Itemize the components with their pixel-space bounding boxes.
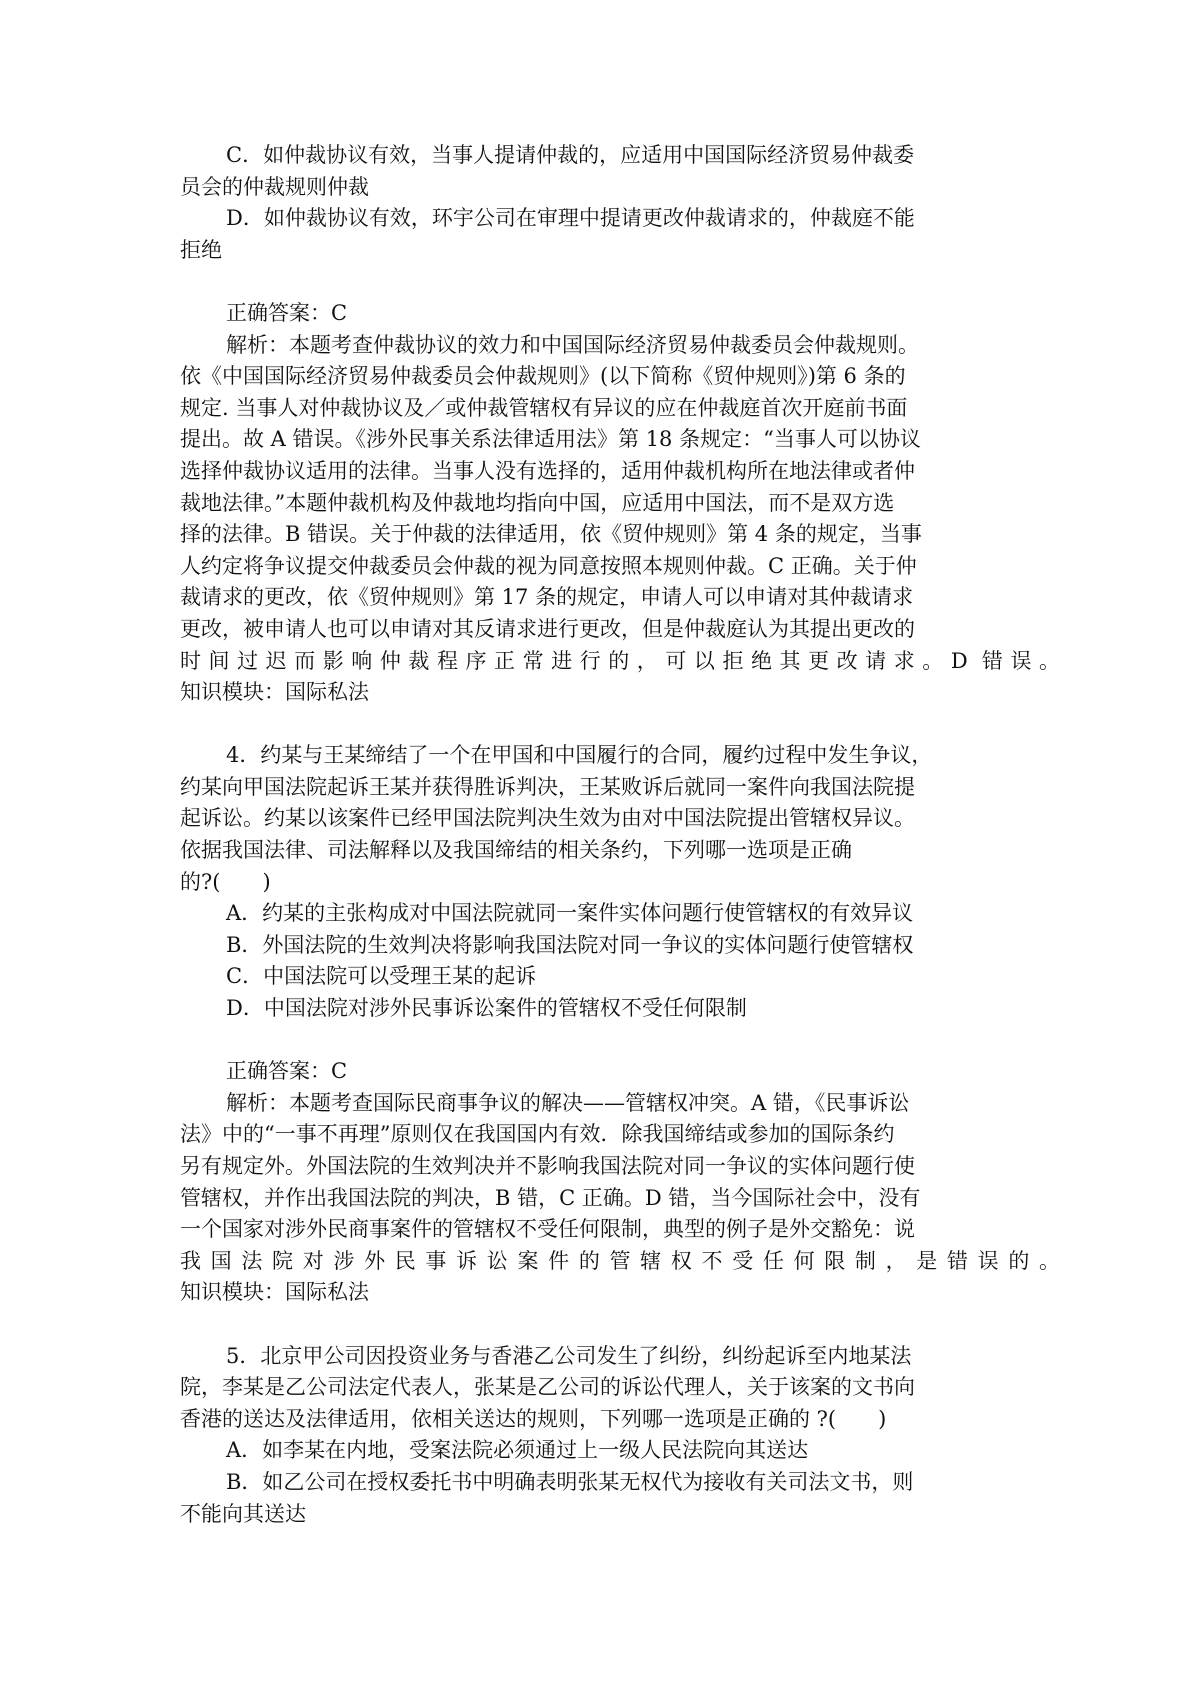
q3-analysis bbox=[180, 330, 1060, 709]
q4-analysis-line: 解析：本题考查国际民商事争议的解决——管辖权冲突。A 错，《民事诉讼 bbox=[226, 1090, 910, 1115]
q5-stem-line: 院，李某是乙公司法定代表人，张某是乙公司的诉讼代理人，关于该案的文书向 bbox=[180, 1375, 915, 1400]
q3-analysis-line: 依《中国国际经济贸易仲裁委员会仲裁规则》(以下简称《贸仲规则》)第 6 条的 bbox=[180, 364, 906, 389]
q4-analysis-line: 我国法院对涉外民事诉讼案件的管辖权不受任何限制，是错误的。 bbox=[180, 1248, 1060, 1273]
q4-analysis-line: 另有规定外。外国法院的生效判决并不影响我国法院对同一争议的实体问题行使 bbox=[180, 1154, 915, 1178]
q3-analysis-line: 提出。故 A 错误。《涉外民事关系法律适用法》第 18 条规定：“当事人可以协议 bbox=[180, 427, 921, 452]
q3-analysis-line: 人约定将争议提交仲裁委员会仲裁的视为同意按照本规则仲裁。C 正确。关于仲 bbox=[180, 553, 917, 578]
spacer bbox=[180, 709, 1060, 741]
q4-stem-line: 的?( ) bbox=[180, 869, 271, 894]
spacer bbox=[180, 1025, 1060, 1057]
q5-options bbox=[180, 1435, 1060, 1530]
q4-knowledge-module: 知识模块：国际私法 bbox=[180, 1280, 369, 1305]
q3-option-c-line-2: 员会的仲裁规则仲裁 bbox=[180, 174, 369, 199]
q5-stem bbox=[180, 1341, 1060, 1436]
q3-analysis-line: 裁地法律。”本题仲裁机构及仲裁地均指向中国，应适用中国法，而不是双方选 bbox=[180, 490, 895, 515]
q5-option-b-line-2: 不能向其送达 bbox=[180, 1501, 306, 1526]
q3-analysis-line: 择的法律。B 错误。关于仲裁的法律适用，依《贸仲规则》第 4 条的规定，当事 bbox=[180, 522, 922, 547]
q3-options bbox=[180, 140, 1060, 266]
q5-option-b-line-1: B．如乙公司在授权委托书中明确表明张某无权代为接收有关司法文书，则 bbox=[226, 1469, 914, 1494]
spacer bbox=[180, 1309, 1060, 1341]
q3-answer: 正确答案：C bbox=[226, 300, 348, 325]
q3-knowledge-module: 知识模块：国际私法 bbox=[180, 680, 369, 705]
q4-stem-line: 依据我国法律、司法解释以及我国缔结的相关条约，下列哪一选项是正确 bbox=[180, 838, 852, 863]
q5-stem-line: 香港的送达及法律适用，依相关送达的规则，下列哪一选项是正确的 ?( ) bbox=[180, 1406, 887, 1431]
q3-analysis-line: 选择仲裁协议适用的法律。当事人没有选择的，适用仲裁机构所在地法律或者仲 bbox=[180, 458, 915, 483]
q4-analysis-line: 管辖权，并作出我国法院的判决，B 错，C 正确。D 错，当今国际社会中，没有 bbox=[180, 1185, 921, 1210]
q4-option-c: C．中国法院可以受理王某的起诉 bbox=[226, 964, 537, 989]
q4-option-d: D．中国法院对涉外民事诉讼案件的管辖权不受任何限制 bbox=[226, 996, 747, 1021]
document-page bbox=[180, 140, 1060, 1530]
q4-stem-line: 约某向甲国法院起诉王某并获得胜诉判决，王某败诉后就同一案件向我国法院提 bbox=[180, 774, 915, 799]
q5-option-a: A．如李某在内地，受案法院必须通过上一级人民法院向其送达 bbox=[226, 1438, 809, 1463]
q4-analysis bbox=[180, 1088, 1060, 1309]
q4-answer: 正确答案：C bbox=[226, 1059, 348, 1084]
q3-analysis-line: 解析：本题考查仲裁协议的效力和中国国际经济贸易仲裁委员会仲裁规则。 bbox=[226, 332, 919, 357]
q4-analysis-line: 法》中的“一事不再理”原则仅在我国国内有效．除我国缔结或参加的国际条约 bbox=[180, 1122, 895, 1147]
q3-option-d-line-1: D．如仲裁协议有效，环宇公司在审理中提请更改仲裁请求的，仲裁庭不能 bbox=[226, 206, 915, 231]
spacer bbox=[180, 266, 1060, 298]
q3-analysis-line: 时间过迟而影响仲裁程序正常进行的，可以拒绝其更改请求。D 错误。 bbox=[180, 648, 1060, 673]
q3-analysis-line: 更改，被申请人也可以申请对其反请求进行更改，但是仲裁庭认为其提出更改的 bbox=[180, 616, 915, 641]
q4-analysis-line: 一个国家对涉外民商事案件的管辖权不受任何限制，典型的例子是外交豁免：说 bbox=[180, 1217, 915, 1242]
q4-stem-line: 起诉讼。约某以该案件已经甲国法院判决生效为由对中国法院提出管辖权异议。 bbox=[180, 806, 915, 831]
q3-option-c-line-1: C．如仲裁协议有效，当事人提请仲裁的，应适用中国国际经济贸易仲裁委 bbox=[226, 143, 915, 167]
q3-analysis-line: 裁请求的更改，依《贸仲规则》第 17 条的规定，申请人可以申请对其仲裁请求 bbox=[180, 585, 914, 610]
q4-stem-line: 4．约某与王某缔结了一个在甲国和中国履行的合同，履约过程中发生争议， bbox=[226, 743, 933, 768]
q3-option-d-line-2: 拒绝 bbox=[180, 237, 222, 262]
q4-option-b: B．外国法院的生效判决将影响我国法院对同一争议的实体问题行使管辖权 bbox=[226, 932, 914, 957]
q5-stem-line: 5．北京甲公司因投资业务与香港乙公司发生了纠纷，纠纷起诉至内地某法 bbox=[226, 1343, 912, 1368]
q3-analysis-line: 规定. 当事人对仲裁协议及／或仲裁管辖权有异议的应在仲裁庭首次开庭前书面 bbox=[180, 395, 908, 420]
q4-stem bbox=[180, 740, 1060, 898]
q4-options bbox=[180, 898, 1060, 1024]
q4-option-a: A．约某的主张构成对中国法院就同一案件实体问题行使管辖权的有效异议 bbox=[226, 901, 914, 926]
